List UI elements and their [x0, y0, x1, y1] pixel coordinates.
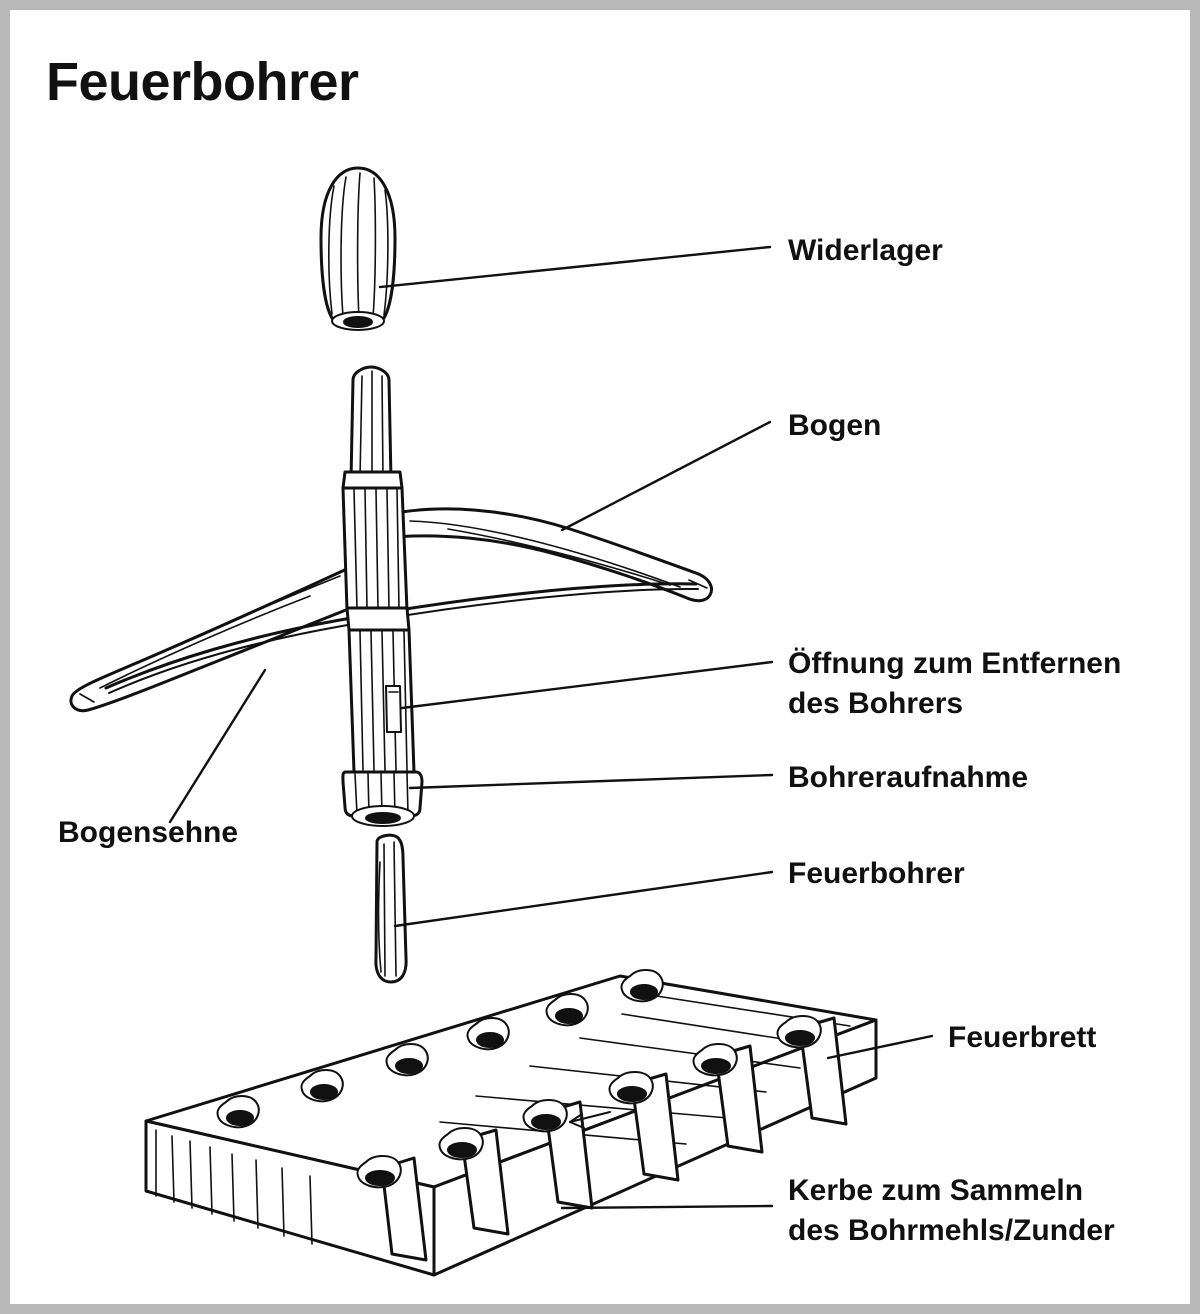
feuerbohrer-drawing — [376, 835, 406, 982]
label-kerbe-line2: des Bohrmehls/Zunder — [788, 1214, 1115, 1247]
widerlager-drawing — [321, 168, 395, 330]
label-bogensehne: Bogensehne — [58, 816, 239, 849]
label-kerbe-line1: Kerbe zum Sammeln — [788, 1174, 1084, 1207]
label-bogen: Bogen — [788, 409, 882, 442]
label-bohreraufnahme: Bohreraufnahme — [788, 761, 1029, 794]
label-widerlager: Widerlager — [788, 234, 943, 267]
label-feuerbrett: Feuerbrett — [948, 1021, 1097, 1054]
page-title: Feuerbohrer — [46, 52, 359, 112]
bohrer-spindel-drawing — [343, 367, 422, 826]
feuerbrett-drawing — [146, 970, 876, 1275]
fire-drill-diagram — [10, 10, 1190, 1304]
label-oeffnung-line1: Öffnung zum Entfernen — [788, 647, 1122, 680]
label-oeffnung-line2: des Bohrers — [788, 687, 964, 720]
label-feuerbohrer: Feuerbohrer — [788, 857, 965, 890]
illustration-canvas — [10, 10, 1190, 1304]
